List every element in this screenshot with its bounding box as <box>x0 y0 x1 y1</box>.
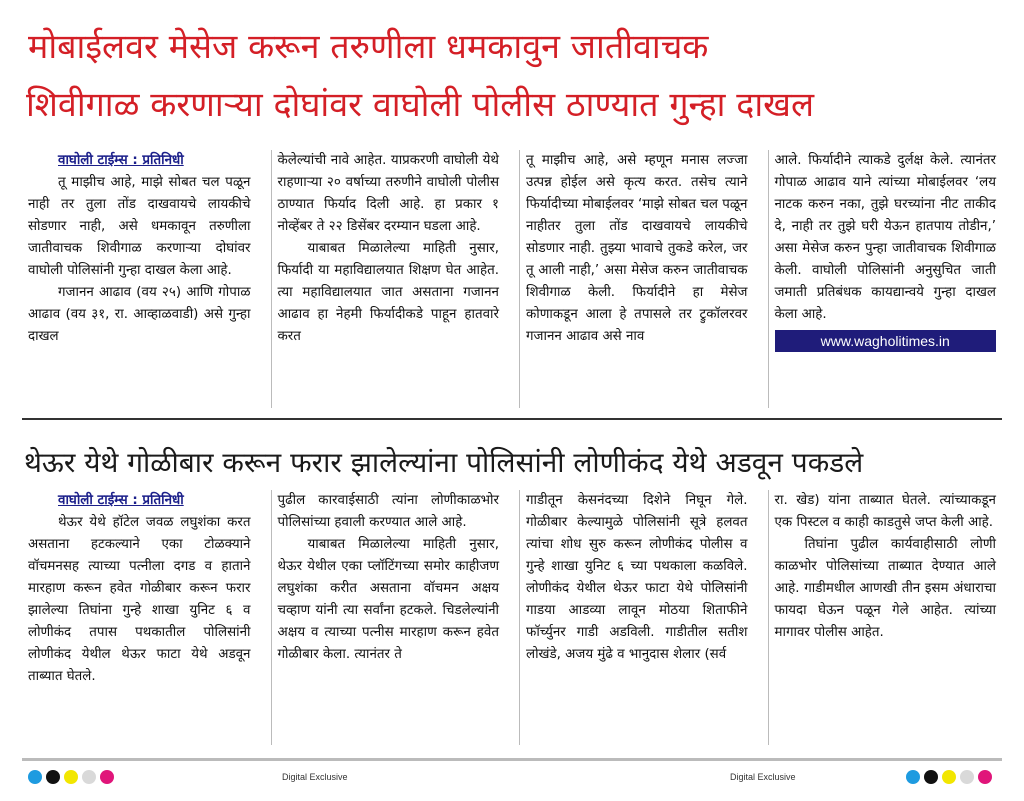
registration-dot <box>64 770 78 784</box>
article2-column-2 <box>271 490 506 745</box>
article2-column-3 <box>519 490 754 745</box>
article1-column-1 <box>22 150 257 408</box>
digital-exclusive-label-left: Digital Exclusive <box>282 772 348 782</box>
color-registration-mark-left <box>28 770 114 784</box>
registration-dot <box>906 770 920 784</box>
article1-byline: वाघोली टाईम्स : प्रतिनिधी <box>58 153 184 168</box>
registration-dot <box>978 770 992 784</box>
bottom-rule <box>22 758 1002 761</box>
article2-paragraph: रा. खेड) यांना ताब्यात घेतले. त्यांच्याकडून एक पिस्टल व काही काडतुसे जप्त केली आहे. <box>774 493 996 530</box>
article1-column-2 <box>271 150 506 408</box>
article2-paragraph: पुढील कारवाईसाठी त्यांना लोणीकाळभोर पोलिसांच्या हवाली करण्यात आले आहे. <box>277 493 499 530</box>
registration-dot <box>82 770 96 784</box>
article1-paragraph: गजानन आढाव (वय २५) आणि गोपाळ आढाव (वय ३१, रा. आव्हाळवाडी) असे गुन्हा दाखल <box>28 285 251 344</box>
article-divider <box>22 418 1002 420</box>
article1-paragraph: तू माझीच आहे, असे म्हणून मनास लज्जा उत्पन्न होईल असे कृत्य करत. तसेच त्याने फिर्यादीच्या मोबाईलवर ‘माझे सोबत चल पळून नाहीतर तुला तोंड दाखवायचे लायकीचे सोडणार नाही. तुझ्या भावाचे तुकडे करेल, जर तू आली नाही,’ असा मेसेज करुन जातीवाचक शिवीगाळ केली. फिर्यादीने हा मेसेज कोणाकडून आला हे तपासले तर ट्रुकॉलरवर गजानन आढाव असे नाव <box>526 153 748 344</box>
article2-paragraph: थेऊर येथे हॉटेल जवळ लघुशंका करत असताना हटकल्याने एका टोळक्याने वॉचमनसह त्याच्या पत्नीला दगड व हाताने मारहाण करून हवेत गोळीबार करून फरार झालेल्या तिघांना गुन्हे शाखा युनिट ६ व लोणीकंद तपास पथकातील पोलिसांनी लोणीकंद येथील थेऊर फाटा येथे अडवून ताब्यात घेतले. <box>28 515 251 684</box>
article2-byline: वाघोली टाईम्स : प्रतिनिधी <box>58 493 184 508</box>
article2-headline: थेऊर येथे गोळीबार करून फरार झालेल्यांना पोलिसांनी लोणीकंद येथे अडवून पकडले <box>24 446 864 479</box>
registration-dot <box>942 770 956 784</box>
article2-paragraph: तिघांना पुढील कार्यवाहीसाठी लोणी काळभोर पोलिसांच्या ताब्यात देण्यात आले आहे. गाडीमधील आणखी तीन इसम अंधाराचा फायदा घेऊन पळून गेले आहेत. त्यांच्या मागावर पोलीस आहेत. <box>774 537 996 640</box>
registration-dot <box>960 770 974 784</box>
registration-dot <box>100 770 114 784</box>
article1-headline-line1: मोबाईलवर मेसेज करून तरुणीला धमकावुन जातीवाचक <box>28 27 709 67</box>
article1-paragraph: तू माझीच आहे, माझे सोबत चल पळून नाही तर तुला तोंड दाखवायचे लायकीचे सोडणार नाही, असे धमकावून तरुणीला जातीवाचक शिवीगाळ करणाऱ्या दोघांवर वाघोली पोलिसांनी गुन्हा दाखल केला आहे. <box>28 175 251 278</box>
article2-column-4 <box>768 490 1003 745</box>
website-badge[interactable]: www.wagholitimes.in <box>775 330 997 352</box>
article1-paragraph: आले. फिर्यादीने त्याकडे दुर्लक्ष केले. त्यानंतर गोपाळ आढाव याने त्यांच्या मोबाईलवर ‘लय नाटक करुन नका, तुझे घरच्यांना नीट ताकीद दे, नाही तर तुझे घरी येऊन हातपाय तोडीन,’ असा मेसेज करुन पुन्हा जातीवाचक शिवीगाळ केली. वाघोली पोलिसांनी अनुसुचित जाती जमाती प्रतिबंधक कायद्यान्वये गुन्हा दाखल केला आहे. <box>774 153 996 322</box>
article2-column-1 <box>22 490 257 745</box>
article1-body <box>22 150 1002 408</box>
article1-column-3 <box>519 150 754 408</box>
article1-column-4 <box>768 150 1003 408</box>
article2-body <box>22 490 1002 745</box>
article1-headline-line2: शिवीगाळ करणाऱ्या दोघांवर वाघोली पोलीस ठाण्यात गुन्हा दाखल <box>26 85 815 125</box>
article1-paragraph: याबाबत मिळालेल्या माहिती नुसार, फिर्यादी या महाविद्यालयात शिक्षण घेत आहेत. त्या महाविद्यालयात जात असताना गजानन आढाव हा नेहमी फिर्यादीकडे पाहून हातवारे करत <box>277 241 499 344</box>
article2-paragraph: याबाबत मिळालेल्या माहिती नुसार, थेऊर येथील एका प्लॉटिंगच्या समोर काहीजण लघुशंका करीत असताना वॉचमन अक्षय चव्हाण यांनी त्या सर्वांना हटकले. चिडलेल्यांनी अक्षय व त्याच्या पत्नीस मारहाण करून हवेत गोळीबार केला. त्यानंतर ते <box>277 537 499 662</box>
digital-exclusive-label-right: Digital Exclusive <box>730 772 796 782</box>
article1-paragraph: केलेल्यांची नावे आहेत. याप्रकरणी वाघोली येथे राहणाऱ्या २० वर्षाच्या तरुणीने वाघोली पोलीस ठाण्यात फिर्याद दिली आहे. हा प्रकार १ नोव्हेंबर ते २२ डिसेंबर दरम्यान घडला आहे. <box>277 153 499 234</box>
registration-dot <box>924 770 938 784</box>
registration-dot <box>28 770 42 784</box>
article2-paragraph: गाडीतून केसनंदच्या दिशेने निघून गेले. गोळीबार केल्यामुळे पोलिसांनी सूत्रे हलवत त्यांचा शोध सुरु करून लोणीकंद पोलीस व गुन्हे शाखा युनिट ६ च्या पथकाला कळविले. लोणीकंद येथील थेऊर फाटा येथे पोलिसांनी गाडया आडव्या लावून मोठया शिताफीने फॉर्च्युनर गाडी अडविली. गाडीतील सतीश लोखंडे, अजय मुंढे व भानुदास शेलार (सर्व <box>526 493 748 662</box>
registration-dot <box>46 770 60 784</box>
color-registration-mark-right <box>906 770 992 784</box>
